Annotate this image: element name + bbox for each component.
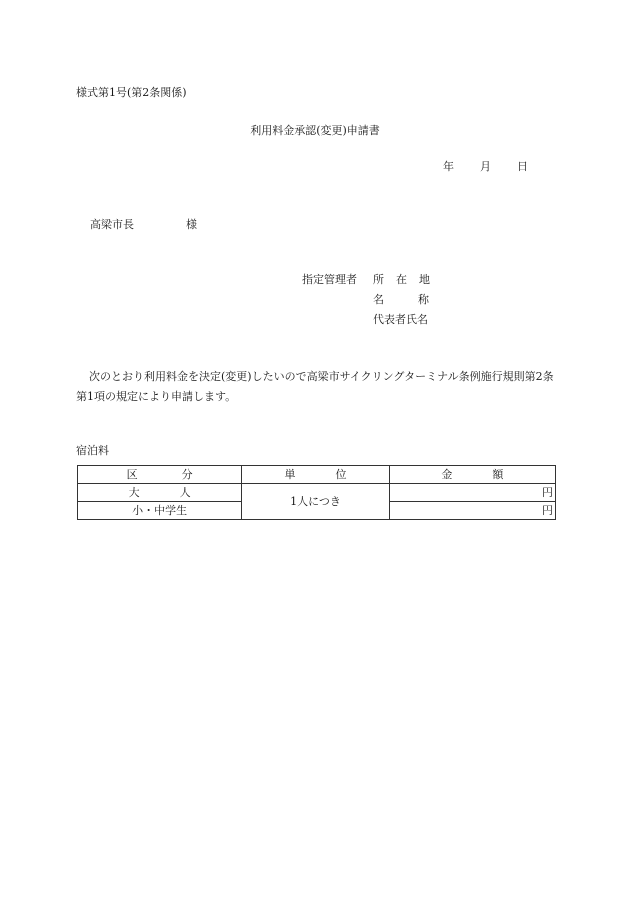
date-line: [443, 161, 528, 172]
header-unit: 単 位: [242, 466, 389, 484]
name-char-1: 名: [373, 293, 384, 306]
application-statement: 次のとおり利用料金を決定(変更)したいので高梁市サイクリングターミナル条例施行規則第2条第1項の規定により申請します。: [76, 370, 554, 403]
category-adult: 大 人: [78, 484, 242, 502]
applicant-role: 指定管理者: [302, 273, 357, 286]
addressee-name: 高梁市長: [90, 218, 134, 231]
document-title: 利用料金承認(変更)申請書: [250, 124, 380, 137]
date-year: 年: [443, 160, 454, 173]
addressee: [90, 219, 197, 230]
address-char-2: 在: [396, 273, 407, 286]
applicant-representative-label: 代表者氏名: [373, 313, 428, 326]
form-number: 様式第1号(第2条関係): [76, 86, 187, 99]
amount-student[interactable]: 円: [389, 502, 555, 520]
table-row: [78, 484, 556, 502]
date-day: 日: [517, 160, 528, 173]
fee-table: [77, 465, 556, 520]
applicant-address-label: [373, 274, 430, 285]
category-student: 小・中学生: [78, 502, 242, 520]
address-char-3: 地: [419, 273, 430, 286]
table-header-row: [78, 466, 556, 484]
header-amount: 金 額: [389, 466, 555, 484]
header-category: 区 分: [78, 466, 242, 484]
name-char-2: 称: [418, 293, 429, 306]
section-label: 宿泊料: [76, 444, 109, 457]
applicant-name-label: [373, 294, 429, 305]
amount-adult[interactable]: 円: [389, 484, 555, 502]
address-char-1: 所: [373, 273, 384, 286]
date-month: 月: [480, 160, 491, 173]
unit-cell: 1人につき: [242, 484, 389, 520]
addressee-honorific: 様: [186, 218, 197, 231]
